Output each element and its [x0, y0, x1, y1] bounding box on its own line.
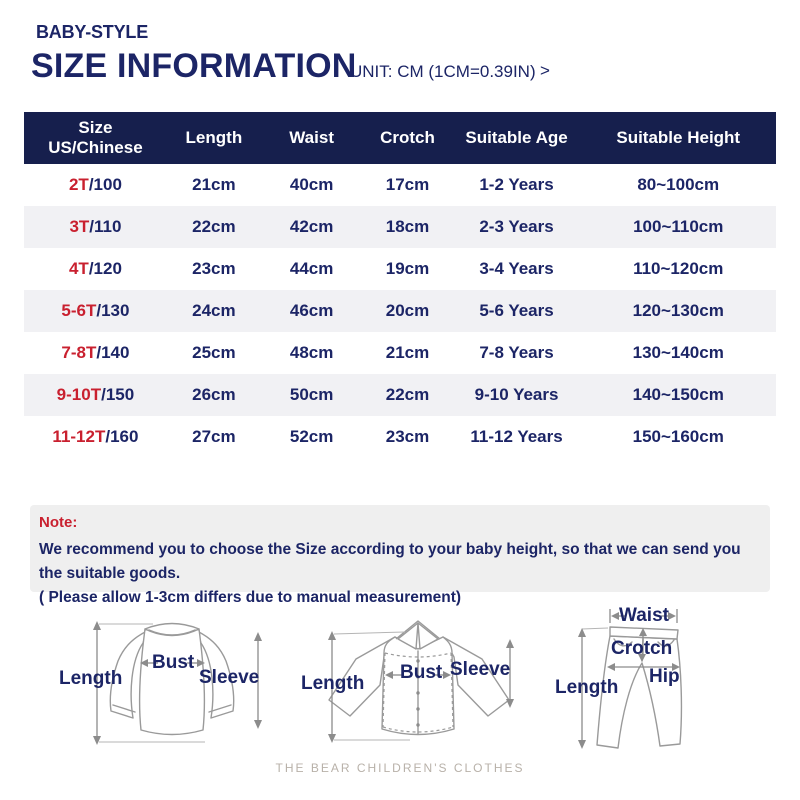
size-table-header [24, 112, 776, 164]
page-title: SIZE INFORMATION [31, 47, 357, 85]
unit-note: UNIT: CM (1CM=0.39IN) [350, 62, 536, 81]
note-line-1: We recommend you to choose the Size according to your baby height, so that we can send you the suitable goods. [39, 541, 741, 582]
footer-brand-line: THE BEAR CHILDREN'S CLOTHES [275, 761, 525, 775]
sweater-sleeve-label: Sleeve [199, 667, 260, 688]
pants-crotch-label: Crotch [611, 638, 673, 659]
pants-measure-diagram [550, 597, 795, 762]
note-line-2: ( Please allow 1-3cm differs due to manual measurement) [39, 589, 462, 606]
table-row: 2T/100 21cm 40cm 17cm 1-2 Years 80~100cm [24, 164, 776, 206]
shirt-length-label: Length [301, 673, 365, 694]
col-header-length: Length [167, 112, 261, 164]
note-title: Note: [39, 514, 78, 531]
size-cell: 3T/110 [69, 217, 122, 236]
pants-waist-label: Waist [619, 605, 669, 626]
size-cell: 4T/120 [68, 259, 122, 278]
table-row: 9-10T/150 26cm 50cm 22cm 9-10 Years 140~150cm [24, 374, 776, 416]
col-header-crotch: Crotch [362, 112, 452, 164]
table-row: 11-12T/160 27cm 52cm 23cm 11-12 Years 150~160cm [24, 416, 776, 458]
shirt-sleeve-label: Sleeve [450, 659, 511, 680]
sweater-bust-label: Bust [152, 652, 195, 673]
table-row: 4T/120 23cm 44cm 19cm 3-4 Years 110~120cm [24, 248, 776, 290]
size-table [24, 112, 776, 458]
sweater-length-label: Length [59, 668, 123, 689]
col-header-age: Suitable Age [453, 112, 581, 164]
size-cell: 2T/100 [68, 175, 122, 194]
table-row: 5-6T/130 24cm 46cm 20cm 5-6 Years 120~130cm [24, 290, 776, 332]
shirt-bust-label: Bust [400, 662, 443, 683]
size-cell: 9-10T/150 [56, 385, 135, 404]
size-cell: 7-8T/140 [61, 343, 130, 362]
table-row: 7-8T/140 25cm 48cm 21cm 7-8 Years 130~140cm [24, 332, 776, 374]
sweater-measure-diagram [55, 597, 290, 762]
col-header-waist: Waist [261, 112, 363, 164]
pants-length-label: Length [555, 677, 619, 698]
shirt-measure-diagram [300, 597, 540, 762]
col-header-height: Suitable Height [580, 112, 776, 164]
note-box [30, 505, 770, 606]
table-row: 3T/110 22cm 42cm 18cm 2-3 Years 100~110cm [24, 206, 776, 248]
size-cell: 11-12T/160 [52, 427, 139, 446]
size-cell: 5-6T/130 [61, 301, 130, 320]
pants-hip-label: Hip [649, 666, 680, 687]
col-header-size: Size US/Chinese [24, 112, 167, 164]
brand-name: BABY-STYLE [36, 22, 149, 42]
chevron-right-icon: > [540, 61, 550, 80]
